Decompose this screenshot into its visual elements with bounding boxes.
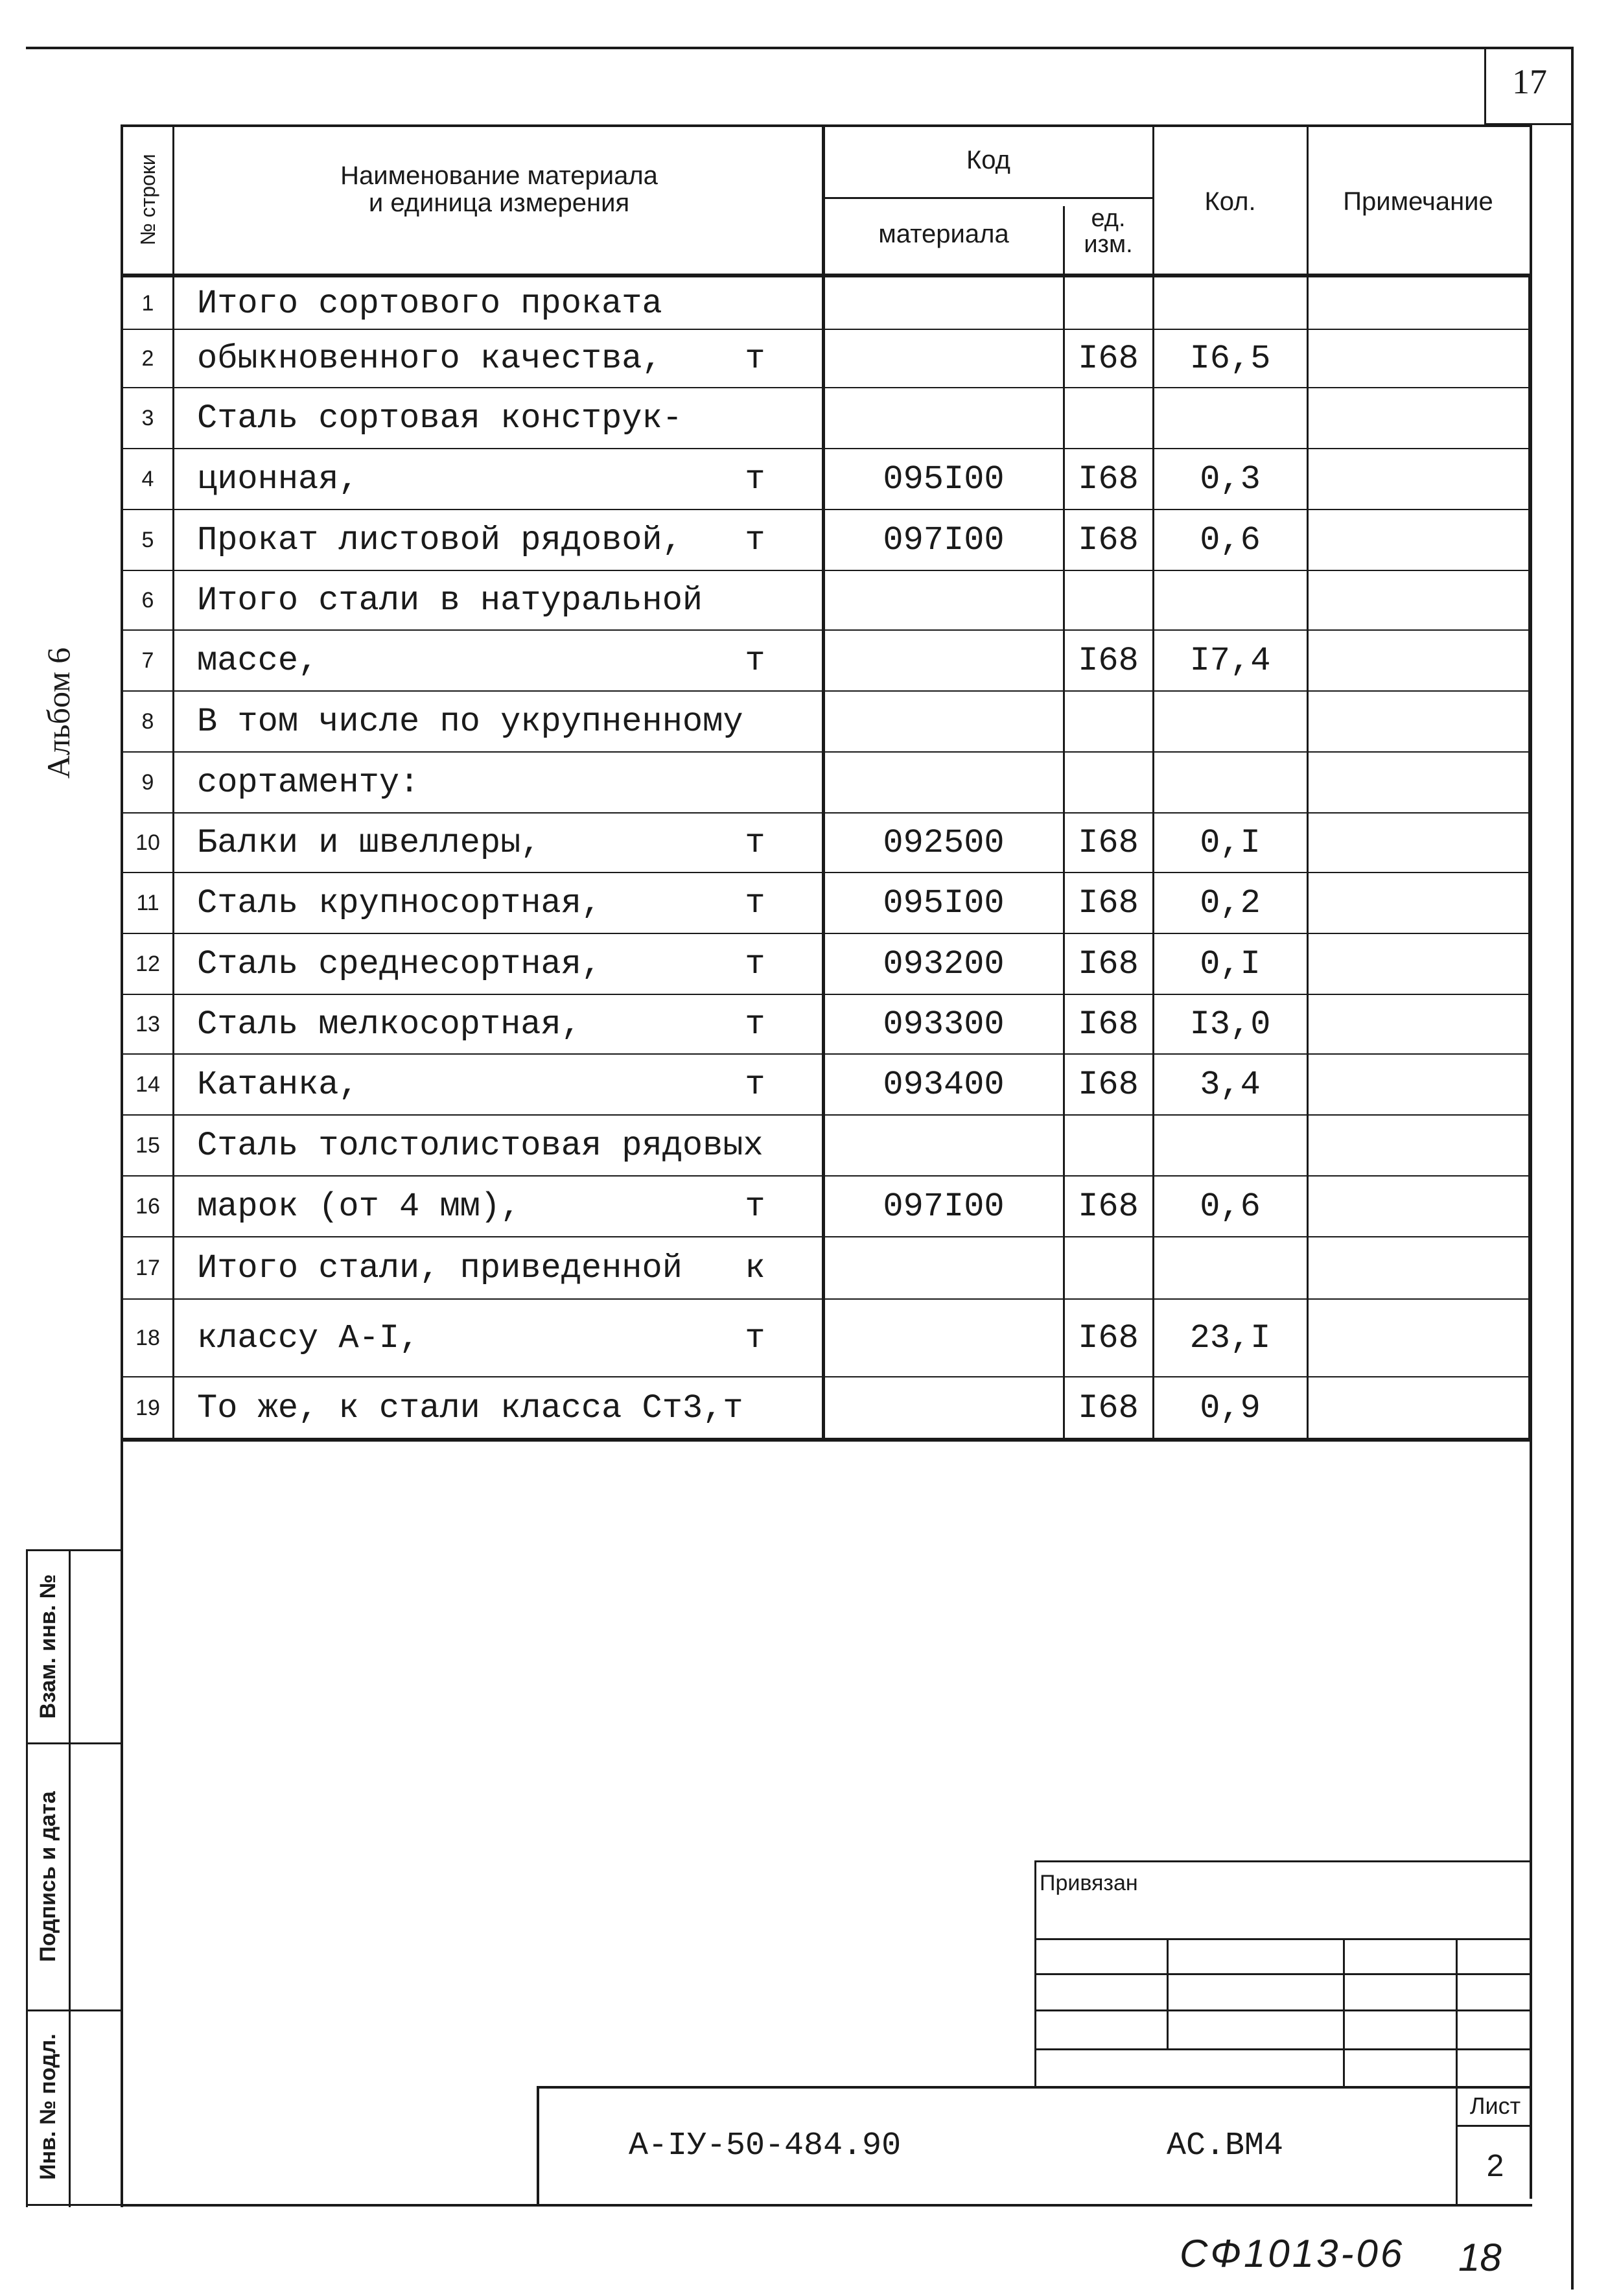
row-number: 11 [136, 890, 159, 915]
material-name: Сталь крупносортная, [197, 884, 602, 922]
material-name: То же, к стали класса Ст3,т [197, 1388, 743, 1427]
unit-code: I68 [1078, 1187, 1139, 1226]
quantity: I6,5 [1189, 339, 1271, 378]
material-code: 095I00 [883, 460, 1005, 498]
code-header-divider [823, 197, 1154, 199]
row-number: 14 [135, 1072, 160, 1097]
handwritten-page: 18 [1458, 2236, 1502, 2279]
unit-label: т [745, 460, 765, 498]
row-number: 4 [141, 466, 154, 491]
title-block-left [537, 2086, 539, 2207]
material-code: 097I00 [883, 1187, 1005, 1226]
header-name: Наименование материала и единица измерения [340, 161, 658, 217]
row-number: 9 [141, 769, 154, 795]
material-name: Балки и швеллеры, [197, 823, 541, 862]
stamp-inv-label: Инв. № подл. [36, 2033, 60, 2180]
material-name: Итого стали в натуральной [197, 581, 703, 620]
quantity: 3,4 [1200, 1065, 1261, 1104]
material-code [824, 752, 1063, 813]
quantity: I3,0 [1189, 1005, 1271, 1044]
material-name: Сталь сортовая конструк- [197, 399, 682, 438]
doc-code: А-IУ-50-484.90 [629, 2127, 902, 2164]
unit-code [1064, 1115, 1152, 1176]
unit-label: т [745, 823, 765, 862]
material-name: Сталь мелкосортная, [197, 1005, 581, 1044]
unit-label [693, 277, 817, 329]
row-number: 19 [135, 1395, 160, 1420]
quantity: 0,6 [1200, 1187, 1261, 1226]
unit-label: т [745, 1187, 765, 1226]
title-block-top [538, 2086, 1532, 2089]
material-code: 097I00 [883, 521, 1005, 559]
unit-code [1064, 691, 1152, 752]
row-number: 15 [135, 1132, 160, 1158]
unit-label: т [745, 1318, 765, 1357]
unit-code: I68 [1078, 1318, 1139, 1357]
stamp-div-1 [26, 1742, 123, 1744]
stamp-podpis-label: Подпись и дата [36, 1791, 60, 1962]
unit-code: I68 [1078, 1005, 1139, 1044]
unit-label [693, 691, 817, 752]
row-number: 10 [135, 830, 160, 855]
quantity: 0,I [1200, 944, 1261, 983]
header-material-code: материала [878, 220, 1009, 248]
unit-label: т [745, 339, 765, 378]
material-name: ционная, [197, 460, 359, 498]
material-code: 093300 [883, 1005, 1005, 1044]
row-number: 5 [141, 527, 154, 552]
stamp-outer-left [26, 1549, 28, 2207]
material-code [824, 388, 1063, 449]
header-note: Примечание [1343, 187, 1493, 216]
material-name: Прокат листовой рядовой, [197, 521, 682, 559]
material-code [824, 1115, 1063, 1176]
material-code: 095I00 [883, 884, 1005, 922]
unit-code: I68 [1078, 339, 1139, 378]
row-number: 3 [141, 405, 154, 430]
header-qty: Кол. [1204, 187, 1256, 216]
top-border-line [26, 47, 1574, 49]
material-name: Сталь среднесортная, [197, 944, 602, 983]
outer-right-border [1571, 47, 1574, 2290]
row-number: 8 [141, 709, 154, 734]
unit-code: I68 [1078, 884, 1139, 922]
material-name: классу А-I, [197, 1318, 420, 1357]
handwritten-code: СФ1013-06 [1180, 2232, 1405, 2275]
unit-label: т [745, 521, 765, 559]
material-code [824, 570, 1063, 630]
header-row-no: № строки [136, 154, 159, 246]
quantity: 0,6 [1200, 521, 1261, 559]
row-number: 13 [135, 1011, 160, 1037]
unit-label [693, 570, 817, 630]
header-unit-code: ед. изм. [1084, 205, 1133, 258]
unit-code [1064, 277, 1152, 329]
material-code: 093400 [883, 1065, 1005, 1104]
quantity [1154, 388, 1307, 449]
unit-code: I68 [1078, 1065, 1139, 1104]
material-name: массе, [197, 641, 319, 680]
unit-label: т [745, 944, 765, 983]
unit-label: к [745, 1248, 765, 1287]
quantity: 0,3 [1200, 460, 1261, 498]
stamp-top [26, 1549, 123, 1551]
sheet-label: Лист [1469, 2092, 1521, 2119]
unit-code: I68 [1078, 521, 1139, 559]
grid-v-2 [1343, 1938, 1345, 2087]
page-bottom-line [121, 2204, 1532, 2207]
material-name: обыкновенного качества, [197, 339, 662, 378]
material-name: сортаменту: [197, 763, 420, 802]
quantity [1154, 691, 1307, 752]
privyazan-top [1034, 1860, 1532, 1862]
row-number: 2 [141, 346, 154, 371]
quantity [1154, 1237, 1307, 1299]
unit-code: I68 [1078, 1388, 1139, 1427]
row-number: 18 [135, 1325, 160, 1350]
material-code [824, 630, 1063, 691]
quantity [1154, 570, 1307, 630]
row-number: 7 [141, 648, 154, 673]
material-code [824, 1299, 1063, 1377]
unit-label [693, 752, 817, 813]
material-code [824, 277, 1063, 329]
unit-label: т [745, 1065, 765, 1104]
unit-code [1064, 1237, 1152, 1299]
sheet-value: 2 [1486, 2149, 1504, 2183]
table-top-line [122, 124, 1532, 127]
quantity: I7,4 [1189, 641, 1271, 680]
unit-label [693, 388, 817, 449]
unit-code: I68 [1078, 823, 1139, 862]
material-name: Итого сортового проката [197, 284, 662, 323]
stamp-bottom [26, 2204, 123, 2206]
section-code: АС.ВМ4 [1167, 2127, 1284, 2164]
quantity: 0,9 [1200, 1388, 1261, 1427]
quantity [1154, 1115, 1307, 1176]
material-code [824, 691, 1063, 752]
material-code [824, 1377, 1063, 1439]
material-code [824, 1237, 1063, 1299]
grid-v-3 [1456, 1938, 1458, 2207]
unit-label [693, 1377, 817, 1439]
stamp-vzam-label: Взам. инв. № [36, 1574, 60, 1719]
row-number: 17 [135, 1255, 160, 1280]
material-code: 092500 [883, 823, 1005, 862]
material-code [824, 329, 1063, 388]
privyazan-label: Привязан [1040, 1871, 1138, 1895]
unit-code: I68 [1078, 944, 1139, 983]
header-code-group: Код [966, 146, 1010, 174]
unit-code [1064, 752, 1152, 813]
quantity: 0,2 [1200, 884, 1261, 922]
unit-label: т [745, 1005, 765, 1044]
row-number: 6 [141, 587, 154, 613]
unit-label: т [745, 884, 765, 922]
sheet-label-divider [1457, 2125, 1532, 2127]
unit-label: т [745, 641, 765, 680]
sheet-number: 17 [1512, 62, 1547, 101]
unit-code: I68 [1078, 641, 1139, 680]
unit-code [1064, 570, 1152, 630]
stamp-right-line [121, 1549, 123, 2207]
unit-label [693, 1115, 817, 1176]
row-number: 12 [135, 951, 160, 976]
material-name: Сталь толстолистовая рядовых [197, 1126, 763, 1165]
album-label: Альбом 6 [40, 647, 76, 779]
material-name: Катанка, [197, 1065, 359, 1104]
grid-v-1 [1167, 1938, 1169, 2048]
material-name: Итого стали, приведенной [197, 1248, 682, 1287]
unit-code [1064, 388, 1152, 449]
unit-code: I68 [1078, 460, 1139, 498]
col-line-qty [1307, 124, 1309, 1440]
stamp-inner-line [69, 1549, 71, 2207]
quantity: 23,I [1189, 1318, 1271, 1357]
quantity: 0,I [1200, 823, 1261, 862]
sheet-number-box-left [1484, 47, 1486, 126]
row-number: 1 [141, 290, 154, 316]
material-name: марок (от 4 мм), [197, 1187, 521, 1226]
material-code: 093200 [883, 944, 1005, 983]
quantity [1154, 752, 1307, 813]
row-number: 16 [135, 1193, 160, 1219]
material-name: В том числе по укрупненному [197, 702, 743, 741]
quantity [1154, 277, 1307, 329]
